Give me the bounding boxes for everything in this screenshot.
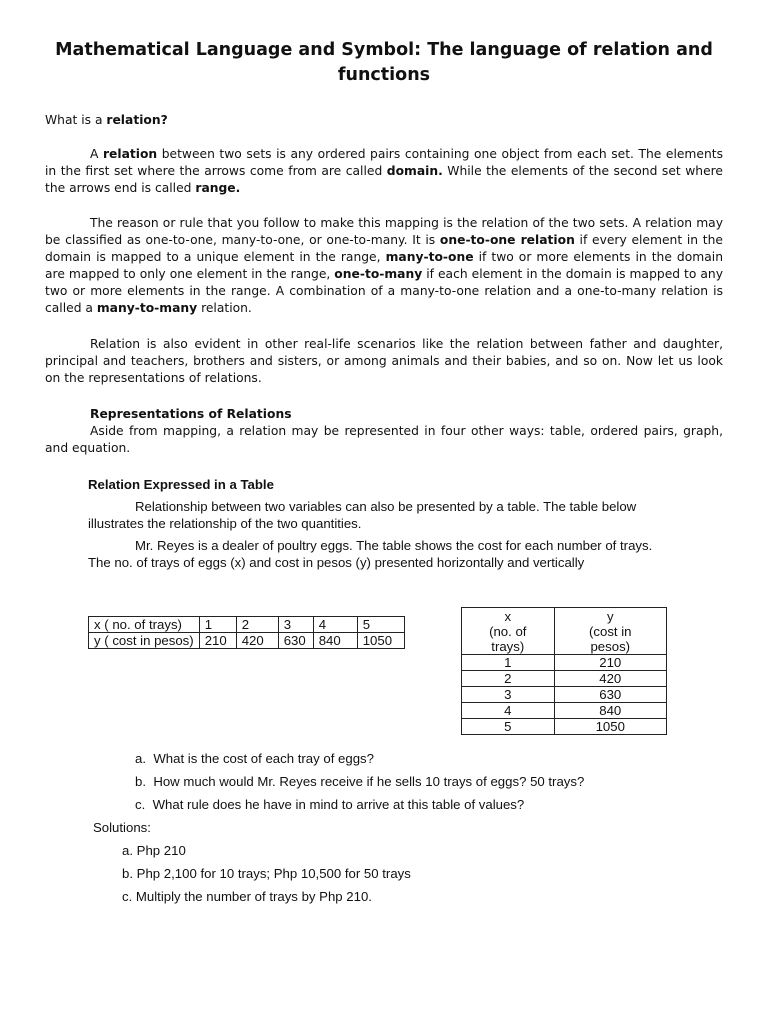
table-cell: 4 bbox=[462, 703, 555, 719]
table-cell: 5 bbox=[462, 719, 555, 735]
table-cell: 840 bbox=[313, 633, 357, 649]
page-title: Mathematical Language and Symbol: The language of relation and functions bbox=[55, 40, 713, 85]
table-cell: 420 bbox=[554, 671, 666, 687]
table-cell: 3 bbox=[462, 687, 555, 703]
table-row bbox=[462, 719, 667, 735]
y-label-cell: y ( cost in pesos) bbox=[89, 633, 200, 649]
table-cell: 1050 bbox=[357, 633, 404, 649]
table-cell: 1 bbox=[199, 617, 236, 633]
table-row bbox=[89, 633, 405, 649]
table-cell: 210 bbox=[554, 655, 666, 671]
table-cell: 210 bbox=[199, 633, 236, 649]
solution-item-b: b. Php 2,100 for 10 trays; Php 10,500 for 50 trays bbox=[122, 866, 411, 881]
table-intro-paragraph: Relationship between two variables can also be presented by a table. The table below illustrates the relationship of the two quantities. bbox=[88, 499, 637, 531]
question-item-b: b. How much would Mr. Reyes receive if he sells 10 trays of eggs? 50 trays? bbox=[135, 774, 585, 789]
table-row bbox=[462, 687, 667, 703]
relation-types-paragraph: The reason or rule that you follow to make this mapping is the relation of the two sets. A relation may be classified as one-to-one, many-to-one, or one-to-many. It is one-to-one relation if every element in the domain is mapped to a unique element in the range, many-to-one if two or more elements in the domain are mapped to only one element in the range, one-to-many if each element in the domain is mapped to any two or more elements in the range. A combination of a many-to-one relation and a one-to-many relation is called a many-to-many relation. bbox=[45, 216, 723, 315]
table-cell: 5 bbox=[357, 617, 404, 633]
horizontal-table bbox=[88, 616, 405, 649]
table-section-heading: Relation Expressed in a Table bbox=[88, 477, 274, 492]
table-header-row bbox=[462, 608, 667, 655]
table-cell: 2 bbox=[462, 671, 555, 687]
table-row bbox=[462, 703, 667, 719]
table-cell: 840 bbox=[554, 703, 666, 719]
table-cell: 3 bbox=[278, 617, 313, 633]
table-cell: 1 bbox=[462, 655, 555, 671]
vertical-table bbox=[461, 607, 667, 735]
table-cell: 630 bbox=[278, 633, 313, 649]
table-row bbox=[89, 617, 405, 633]
table-cell: 420 bbox=[236, 633, 278, 649]
table-cell: 4 bbox=[313, 617, 357, 633]
x-label-cell: x ( no. of trays) bbox=[89, 617, 200, 633]
solution-item-c: c. Multiply the number of trays by Php 210. bbox=[122, 889, 372, 904]
table-row bbox=[462, 671, 667, 687]
table-row bbox=[462, 655, 667, 671]
solution-item-a: a. Php 210 bbox=[122, 843, 186, 858]
question-item-a: a. What is the cost of each tray of eggs? bbox=[135, 751, 374, 766]
question-heading: What is a relation? bbox=[45, 113, 168, 127]
representations-paragraph: Aside from mapping, a relation may be represented in four other ways: table, ordered pairs, graph, and equation. bbox=[45, 424, 723, 455]
question-item-c: c. What rule does he have in mind to arrive at this table of values? bbox=[135, 797, 525, 812]
solutions-label: Solutions: bbox=[93, 820, 151, 835]
y-header-cell: y (cost in pesos) bbox=[554, 608, 666, 655]
x-header-cell: x (no. of trays) bbox=[462, 608, 555, 655]
table-cell: 1050 bbox=[554, 719, 666, 735]
table-cell: 2 bbox=[236, 617, 278, 633]
relation-definition-paragraph: A relation between two sets is any ordered pairs containing one object from each set. The elements in the first set where the arrows come from are called domain. While the elements of the second set where the arrows end is called range. bbox=[45, 147, 723, 195]
real-life-paragraph: Relation is also evident in other real-life scenarios like the relation between father and daughter, principal and teachers, brothers and sisters, or among animals and their babies, and so on. Now let us look on the representations of relations. bbox=[45, 337, 723, 385]
table-cell: 630 bbox=[554, 687, 666, 703]
example-paragraph: Mr. Reyes is a dealer of poultry eggs. The table shows the cost for each number of trays. The no. of trays of eggs (x) and cost in pesos (y) presented horizontally and vertically bbox=[88, 538, 653, 570]
representations-heading: Representations of Relations bbox=[90, 407, 292, 421]
